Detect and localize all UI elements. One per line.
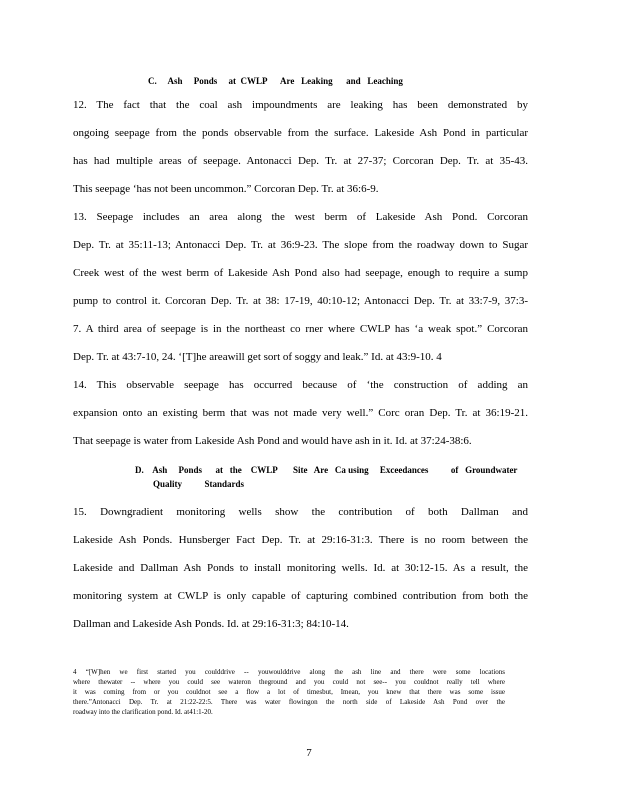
para15-line4: monitoring system at CWLP is only capable of capturing combined contribution from both the: [73, 590, 528, 602]
page-number: 7: [306, 747, 312, 759]
footnote-line2: where thewater -- where you could see wateron theground and you could not see-- you couldnot really tell where: [73, 678, 505, 686]
para13-line1: 13. Seepage includes an area along the west berm of Lakeside Ash Pond. Corcoran: [73, 211, 528, 223]
footnote-line4: there.”Antonacci Dep. Tr. at 21:22-22:5. There was water flowingon the north side of Lakeside Ash Pond over the: [73, 698, 505, 706]
footnote-line1: 4 “[W]hen we first started you coulddrive -- youwoulddrive along the ash line and there were some locations: [73, 668, 505, 676]
para13-line4: pump to control it. Corcoran Dep. Tr. at 38: 17-19, 40:10-12; Antonacci Dep. Tr. at 33:7-9, 37:3-: [73, 295, 528, 307]
para15-line5: Dallman and Lakeside Ash Ponds. Id. at 29:16-31:3; 84:10-14.: [73, 618, 349, 630]
section-d-heading-line1: D. Ash Ponds at the CWLP Site Are Ca using Exceedances of Groundwater: [135, 465, 518, 475]
footnote-line5: roadway into the clarification pond. Id. at41:1-20.: [73, 708, 213, 716]
para15-line3: Lakeside and Dallman Ash Ponds to install monitoring wells. Id. at 30:12-15. As a result, the: [73, 562, 528, 574]
para13-line2: Dep. Tr. at 35:11-13; Antonacci Dep. Tr. at 36:9-23. The slope from the roadway down to Sugar: [73, 239, 528, 251]
footnote-line3: it was coming from or you couldnot see a flow a lot of timesbut, Imean, you knew that there was some issue: [73, 688, 505, 696]
para15-line1: 15. Downgradient monitoring wells show the contribution of both Dallman and: [73, 506, 528, 518]
para13-line6: Dep. Tr. at 43:7-10, 24. ‘[T]he areawill get sort of soggy and leak.” Id. at 43:9-10. 4: [73, 351, 442, 363]
para13-line3: Creek west of the west berm of Lakeside Ash Pond also had seepage, enough to require a sump: [73, 267, 528, 279]
para12-line3: has had multiple areas of seepage. Antonacci Dep. Tr. at 27-37; Corcoran Dep. Tr. at 35-43.: [73, 155, 528, 167]
para14-line2: expansion onto an existing berm that was not made very well.” Corc oran Dep. Tr. at 36:19-21.: [73, 407, 528, 419]
para15-line2: Lakeside Ash Ponds. Hunsberger Fact Dep. Tr. at 29:16-31:3. There is no room between the: [73, 534, 528, 546]
para13-line5: 7. A third area of seepage is in the northeast co rner where CWLP has ‘a weak spot.” Corcoran: [73, 323, 528, 335]
section-d-heading-line2: Quality Standards: [153, 479, 245, 489]
para12-line1: 12. The fact that the coal ash impoundments are leaking has been demonstrated by: [73, 99, 528, 111]
para12-line4: This seepage ‘has not been uncommon.” Corcoran Dep. Tr. at 36:6-9.: [73, 183, 379, 195]
para12-line2: ongoing seepage from the ponds observable from the surface. Lakeside Ash Pond in particular: [73, 127, 528, 139]
para14-line1: 14. This observable seepage has occurred because of ‘the construction of adding an: [73, 379, 528, 391]
para14-line3: That seepage is water from Lakeside Ash Pond and would have ash in it. Id. at 37:24-38:6.: [73, 435, 472, 447]
section-c-heading: C. Ash Ponds at CWLP Are Leaking and Leaching: [148, 76, 403, 86]
